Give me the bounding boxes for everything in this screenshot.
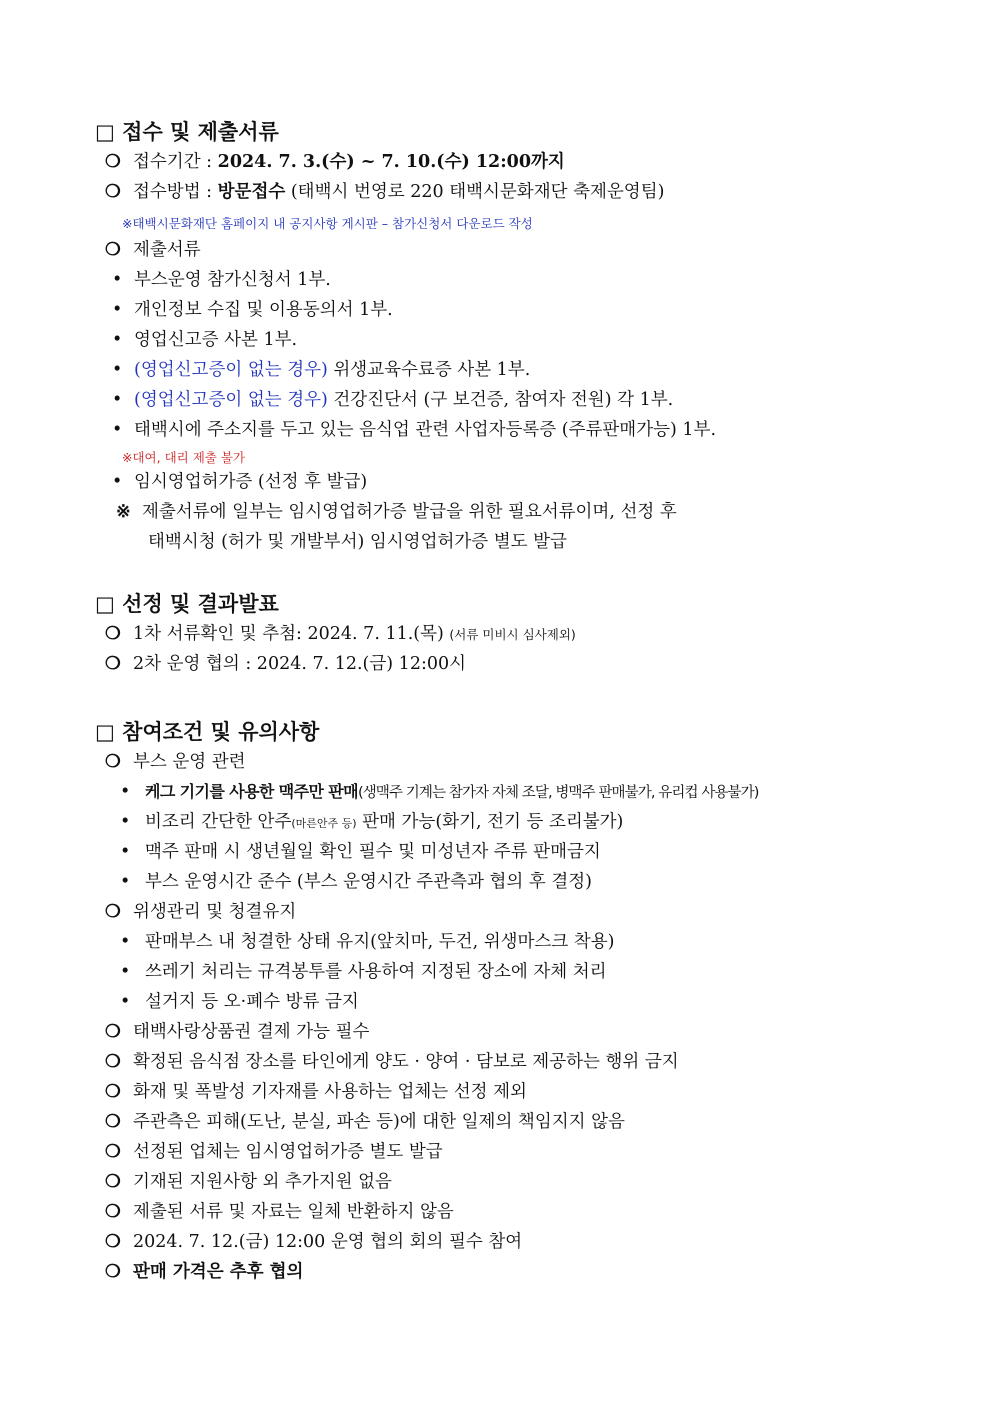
circle-bullet-icon: ❍ [105, 240, 121, 260]
hygiene-item [120, 990, 359, 1014]
hygiene-label: 위생관리 및 청결유지 [133, 902, 297, 922]
notice-text: 태백사랑상품권 결제 가능 필수 [133, 1022, 370, 1042]
booth-label-line [105, 750, 246, 774]
remark-text: 제출서류에 일부는 임시영업허가증 발급을 위한 필요서류이며, 선정 후 [142, 502, 677, 522]
method-bold: 방문접수 [217, 182, 286, 202]
circle-bullet-icon: ❍ [105, 1202, 121, 1222]
doc-text: 부스운영 참가신청서 1부. [134, 270, 331, 290]
hygiene-item [120, 960, 607, 984]
round2-text: 2차 운영 협의 : 2024. 7. 12.(금) 12:00시 [133, 654, 467, 674]
remark-line-2: 태백시청 (허가 및 개발부서) 임시영업허가증 별도 발급 [148, 532, 567, 552]
dot-bullet-icon: • [120, 812, 131, 832]
method-label: 접수방법 : [133, 182, 218, 202]
doc-item [112, 470, 367, 494]
notice-text: 주관측은 피해(도난, 분실, 파손 등)에 대한 일제의 책임지지 않음 [133, 1112, 625, 1132]
doc-item [112, 298, 393, 322]
booth-item [120, 780, 759, 805]
booth-text: 맥주 판매 시 생년월일 확인 필수 및 미성년자 주류 판매금지 [145, 842, 601, 862]
period-line [105, 150, 565, 174]
booth-label: 부스 운영 관련 [133, 752, 246, 772]
dot-bullet-icon: • [120, 962, 131, 982]
circle-bullet-icon: ❍ [105, 1262, 121, 1282]
docs-label: 제출서류 [133, 240, 201, 260]
notice-item [105, 1200, 454, 1224]
circle-bullet-icon: ❍ [105, 752, 121, 772]
circle-bullet-icon: ❍ [105, 624, 121, 644]
notice-item [105, 1110, 625, 1134]
notice-text: 판매 가격은 추후 협의 [133, 1262, 304, 1282]
circle-bullet-icon: ❍ [105, 152, 121, 172]
booth-text: 부스 운영시간 준수 (부스 운영시간 주관측과 협의 후 결정) [145, 872, 592, 892]
hygiene-text: 설거지 등 오·폐수 방류 금지 [145, 992, 359, 1012]
doc-text: 위생교육수료증 사본 1부. [327, 360, 531, 380]
notice-item [105, 1020, 369, 1044]
dot-bullet-icon: • [120, 842, 131, 862]
round1-text: 1차 서류확인 및 추첨: 2024. 7. 11.(목) [133, 624, 450, 644]
hygiene-text: 쓰레기 처리는 규격봉투를 사용하여 지정된 장소에 자체 처리 [145, 962, 607, 982]
doc-item [112, 328, 297, 352]
dot-bullet-icon: • [112, 300, 123, 320]
notice-item [105, 1140, 443, 1164]
dot-bullet-icon: • [112, 390, 123, 410]
circle-bullet-icon: ❍ [105, 1052, 121, 1072]
doc6-note: ※대여, 대리 제출 불가 [122, 450, 245, 465]
round1-small: (서류 미비시 심사제외) [449, 627, 576, 642]
circle-bullet-icon: ❍ [105, 1142, 121, 1162]
hygiene-text: 판매부스 내 청결한 상태 유지(앞치마, 두건, 위생마스크 착용) [145, 932, 615, 952]
doc-text: 건강진단서 (구 보건증, 참여자 전원) 각 1부. [327, 390, 674, 410]
section-title-selection: □ 선정 및 결과발표 [95, 592, 279, 616]
notice-text: 확정된 음식점 장소를 타인에게 양도 · 양여 · 담보로 제공하는 행위 금지 [133, 1052, 679, 1072]
circle-bullet-icon: ❍ [105, 1172, 121, 1192]
doc-item [112, 388, 673, 412]
doc-text: 임시영업허가증 (선정 후 발급) [134, 472, 368, 492]
notice-item [105, 1170, 392, 1194]
doc-item [112, 358, 530, 382]
dot-bullet-icon: • [112, 420, 123, 440]
circle-bullet-icon: ❍ [105, 1112, 121, 1132]
hygiene-label-line [105, 900, 296, 924]
dot-bullet-icon: • [112, 330, 123, 350]
booth2-a: 비조리 간단한 안주 [145, 812, 292, 832]
notice-item [105, 1260, 303, 1284]
booth1-rest: (생맥주 기계는 참가자 자체 조달, 병맥주 판매불가, 유리컵 사용불가) [358, 785, 759, 801]
circle-bullet-icon: ❍ [105, 182, 121, 202]
doc-text: 영업신고증 사본 1부. [134, 330, 298, 350]
dot-bullet-icon: • [112, 472, 123, 492]
docs-label-line [105, 238, 201, 262]
notice-item [105, 1080, 527, 1104]
circle-bullet-icon: ❍ [105, 654, 121, 674]
dot-bullet-icon: • [112, 360, 123, 380]
booth-item [120, 840, 601, 864]
booth2-small: (마른안주 등) [291, 817, 357, 830]
doc-condition: (영업신고증이 없는 경우) [134, 390, 328, 410]
round1-line [105, 622, 576, 647]
notice-text: 2024. 7. 12.(금) 12:00 운영 협의 회의 필수 참여 [133, 1232, 523, 1252]
doc-text: 태백시에 주소지를 두고 있는 음식업 관련 사업자등록증 (주류판매가능) 1부. [134, 420, 717, 440]
section-title-submission: □ 접수 및 제출서류 [95, 120, 279, 144]
method-line [105, 180, 664, 204]
notice-item [105, 1230, 522, 1254]
dot-bullet-icon: • [120, 872, 131, 892]
circle-bullet-icon: ❍ [105, 1082, 121, 1102]
notice-item [105, 1050, 679, 1074]
circle-bullet-icon: ❍ [105, 902, 121, 922]
notice-text: 기재된 지원사항 외 추가지원 없음 [133, 1172, 392, 1192]
dot-bullet-icon: • [112, 270, 123, 290]
period-value: 2024. 7. 3.(수) ~ 7. 10.(수) 12:00까지 [217, 152, 565, 172]
notice-text: 제출된 서류 및 자료는 일체 반환하지 않음 [133, 1202, 454, 1222]
booth-item [120, 810, 623, 836]
method-rest: (태백시 번영로 220 태백시문화재단 축제운영팀) [285, 182, 665, 202]
circle-bullet-icon: ❍ [105, 1022, 121, 1042]
dot-bullet-icon: • [120, 932, 131, 952]
doc-item [112, 268, 331, 292]
booth-item [120, 870, 592, 894]
booth1-bold: 케그 기기를 사용한 맥주만 판매 [145, 782, 359, 801]
doc-text: 개인정보 수집 및 이용동의서 1부. [134, 300, 393, 320]
notice-text: 화재 및 폭발성 기자재를 사용하는 업체는 선정 제외 [133, 1082, 527, 1102]
dot-bullet-icon: • [120, 992, 131, 1012]
period-label: 접수기간 : [133, 152, 218, 172]
notice-text: 선정된 업체는 임시영업허가증 별도 발급 [133, 1142, 443, 1162]
booth2-b: 판매 가능(화기, 전기 등 조리불가) [356, 812, 624, 832]
hygiene-item [120, 930, 614, 954]
round2-line [105, 652, 466, 676]
doc-item [112, 418, 716, 442]
remark-line-1 [116, 500, 677, 524]
section-title-conditions: □ 참여조건 및 유의사항 [95, 720, 320, 744]
dot-bullet-icon: • [120, 782, 131, 802]
circle-bullet-icon: ❍ [105, 1232, 121, 1252]
reference-mark-icon: ※ [116, 502, 131, 522]
doc-condition: (영업신고증이 없는 경우) [134, 360, 328, 380]
method-note: ※태백시문화재단 홈페이지 내 공지사항 게시판 – 참가신청서 다운로드 작성 [122, 216, 533, 231]
